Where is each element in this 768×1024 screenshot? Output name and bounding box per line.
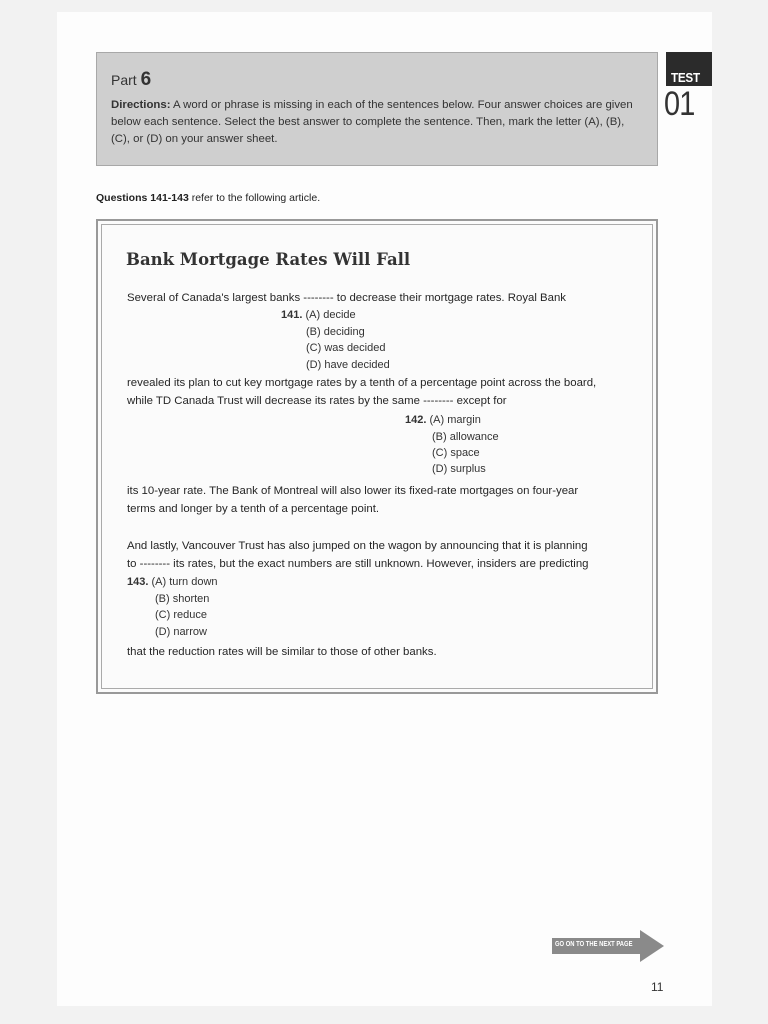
- directions-lead: Directions:: [111, 99, 171, 111]
- test-number: 01: [664, 85, 695, 123]
- directions-box: [96, 52, 658, 166]
- option-label: (A) margin: [429, 414, 481, 426]
- article-line-3: while TD Canada Trust will decrease its rates by the same -------- except for: [127, 395, 507, 407]
- questions-reference: [96, 192, 320, 204]
- directions-body: A word or phrase is missing in each of the sentences below. Four answer choices are given below each sentence. Select the best answer to complete the sentence. Then, mark the letter (A), (B), (C), or (D) on your answer sheet.: [111, 99, 633, 145]
- question-142-option-b[interactable]: (B) allowance: [432, 431, 499, 443]
- option-label: (A) turn down: [151, 576, 218, 588]
- page-number: 11: [651, 980, 664, 994]
- part-title: [111, 69, 151, 91]
- questions-ref-text: refer to the following article.: [188, 192, 321, 204]
- article-line-1: Several of Canada's largest banks -------- to decrease their mortgage rates. Royal Bank: [127, 292, 567, 304]
- part-label: Part: [111, 72, 137, 88]
- article-line-6: And lastly, Vancouver Trust has also jumped on the wagon by announcing that it is planning: [127, 540, 588, 552]
- question-143-option-c[interactable]: (C) reduce: [155, 609, 207, 621]
- article-line-5: terms and longer by a tenth of a percentage point.: [127, 503, 380, 515]
- option-label: (A) decide: [305, 309, 356, 321]
- article-line-7: to -------- its rates, but the exact numbers are still unknown. However, insiders are predicting: [127, 558, 589, 570]
- test-label: TEST: [671, 70, 700, 85]
- article-frame: [96, 219, 658, 694]
- next-page-label: GO ON TO THE NEXT PAGE: [555, 939, 633, 948]
- test-tab: [666, 52, 712, 86]
- part-number: 6: [140, 69, 152, 90]
- article-line-8: that the reduction rates will be similar to those of other banks.: [127, 646, 437, 658]
- question-141-option-c[interactable]: (C) was decided: [306, 342, 386, 354]
- question-142-option-a[interactable]: [405, 414, 481, 426]
- question-143-number: 143.: [127, 576, 149, 588]
- question-142-option-d[interactable]: (D) surplus: [432, 463, 486, 475]
- questions-range: Questions 141-143: [96, 192, 189, 204]
- question-142-option-c[interactable]: (C) space: [432, 447, 480, 459]
- question-142-number: 142.: [405, 414, 427, 426]
- question-143-option-b[interactable]: (B) shorten: [155, 593, 210, 605]
- directions-text: [111, 97, 645, 148]
- article-line-2: revealed its plan to cut key mortgage rates by a tenth of a percentage point across the board,: [127, 377, 597, 389]
- article-line-4: its 10-year rate. The Bank of Montreal will also lower its fixed-rate mortgages on four-year: [127, 485, 579, 497]
- question-143-option-d[interactable]: (D) narrow: [155, 626, 207, 638]
- question-141-number: 141.: [281, 309, 303, 321]
- question-141-option-b[interactable]: (B) deciding: [306, 326, 365, 338]
- question-141-option-a[interactable]: [281, 309, 356, 321]
- question-141-option-d[interactable]: (D) have decided: [306, 359, 390, 371]
- question-143-option-a[interactable]: [127, 576, 218, 588]
- article-headline: Bank Mortgage Rates Will Fall: [126, 250, 411, 269]
